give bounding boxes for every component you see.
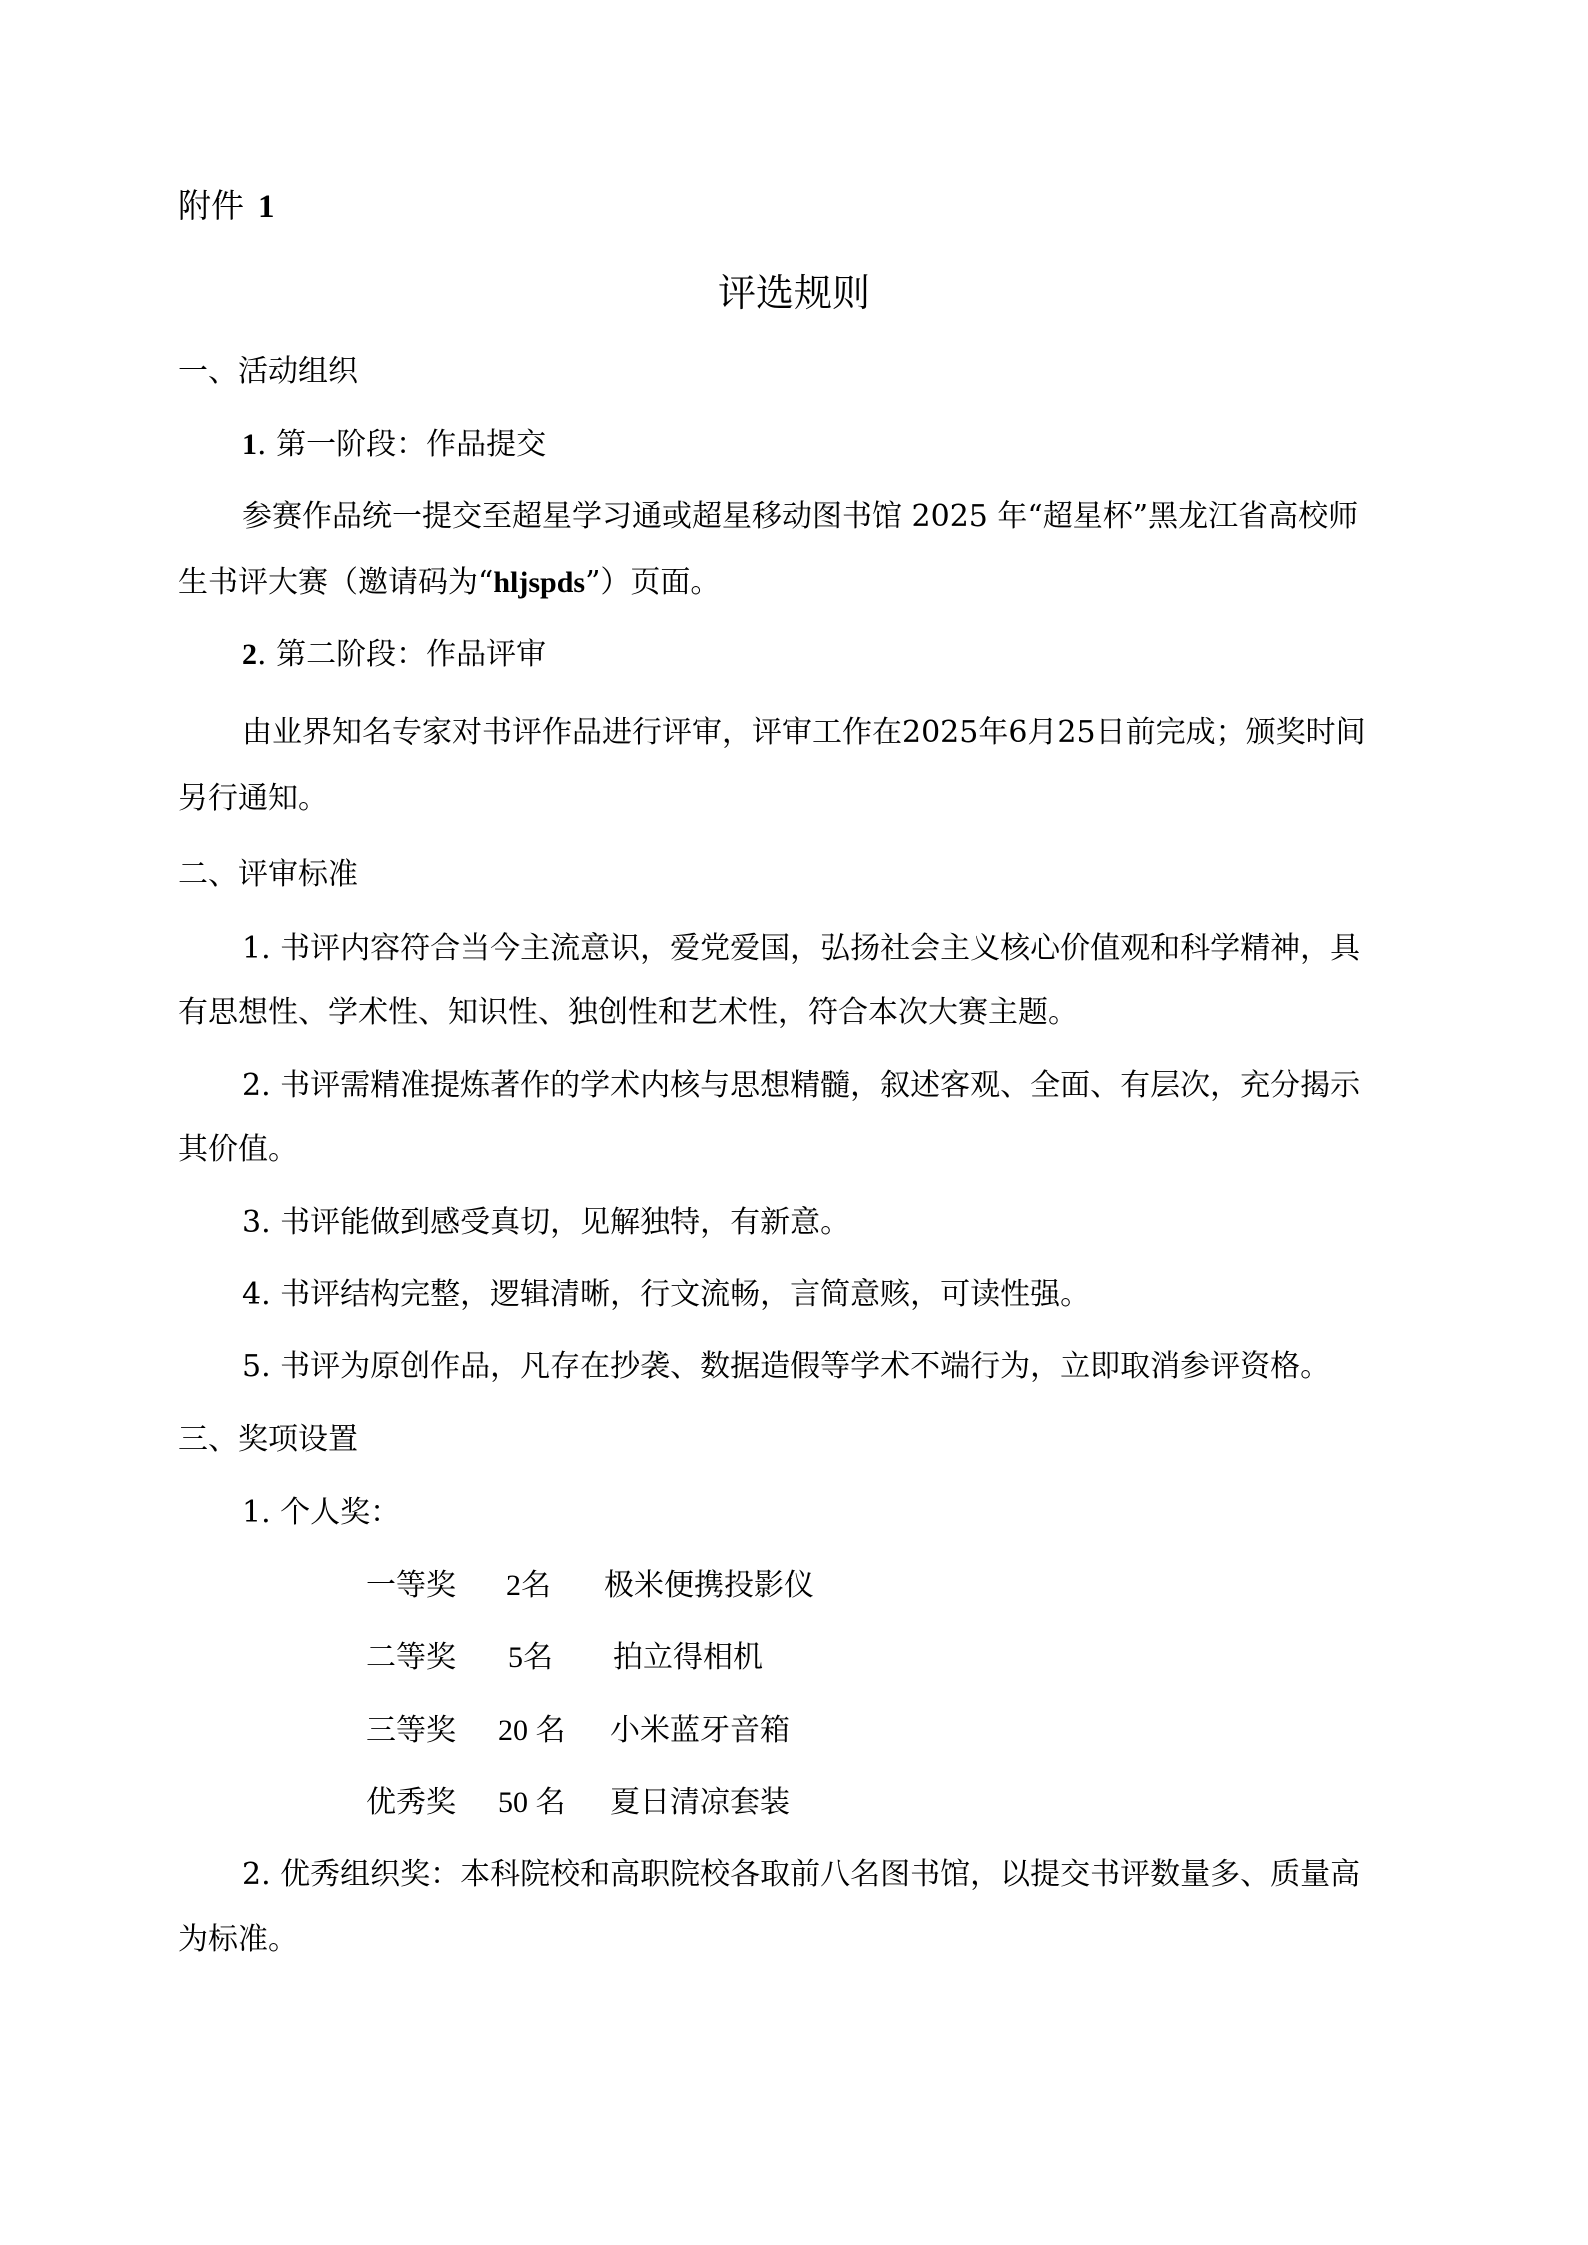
stage1-heading xyxy=(242,425,546,465)
attachment-label xyxy=(178,186,275,227)
section-heading-organization: 一、活动组织 xyxy=(178,354,358,389)
criteria-item1-line1: 1. 书评内容符合当今主流意识，爱党爱国，弘扬社会主义核心价值观和科学精神，具 xyxy=(242,931,1361,966)
org-award-line2: 为标准。 xyxy=(178,1922,298,1957)
stage1-text: . 第一阶段：作品提交 xyxy=(257,427,547,462)
attachment-number: 1 xyxy=(258,189,275,225)
stage1-body-line2-after: ”）页面。 xyxy=(585,565,721,600)
prize-item: 拍立得相机 xyxy=(613,1640,763,1675)
prize-item: 小米蓝牙音箱 xyxy=(610,1713,790,1748)
criteria-item4: 4. 书评结构完整，逻辑清晰，行文流畅，言简意赅，可读性强。 xyxy=(242,1277,1091,1312)
personal-award-heading: 1. 个人奖： xyxy=(242,1495,401,1530)
stage2-text: . 第二阶段：作品评审 xyxy=(257,637,547,672)
stage1-body-line2-before: 生书评大赛（邀请码为“ xyxy=(178,565,494,600)
invitation-code: hljspds xyxy=(493,566,586,599)
stage2-body-line2: 另行通知。 xyxy=(178,781,328,816)
prize-count: 50 名 xyxy=(498,1786,566,1819)
page-title: 评选规则 xyxy=(717,271,870,315)
prize-count: 2名 xyxy=(506,1569,551,1602)
attachment-label-text: 附件 xyxy=(178,186,244,225)
prize-count: 5名 xyxy=(508,1641,553,1674)
criteria-item2-line1: 2. 书评需精准提炼著作的学术内核与思想精髓，叙述客观、全面、有层次，充分揭示 xyxy=(242,1068,1361,1103)
stage2-heading xyxy=(242,635,546,675)
criteria-item1-line2: 有思想性、学术性、知识性、独创性和艺术性，符合本次大赛主题。 xyxy=(178,995,1078,1030)
stage2-number: 2 xyxy=(242,638,257,671)
criteria-item3: 3. 书评能做到感受真切，见解独特，有新意。 xyxy=(242,1205,851,1240)
org-award-line1: 2. 优秀组织奖：本科院校和高职院校各取前八名图书馆，以提交书评数量多、质量高 xyxy=(242,1857,1361,1892)
stage2-body-line1: 由业界知名专家对书评作品进行评审，评审工作在2025年6月25日前完成；颁奖时间 xyxy=(242,715,1366,750)
prize-level: 一等奖 xyxy=(366,1568,456,1603)
stage1-body-line1: 参赛作品统一提交至超星学习通或超星移动图书馆 2025 年“超星杯”黑龙江省高校师 xyxy=(242,499,1359,534)
stage1-number: 1 xyxy=(242,428,257,461)
section-heading-criteria: 二、评审标准 xyxy=(178,857,358,892)
prize-level: 优秀奖 xyxy=(366,1785,456,1820)
criteria-item2-line2: 其价值。 xyxy=(178,1132,298,1167)
prize-item: 夏日清凉套装 xyxy=(610,1785,790,1820)
prize-level: 二等奖 xyxy=(366,1640,456,1675)
prize-item: 极米便携投影仪 xyxy=(604,1568,814,1603)
prize-level: 三等奖 xyxy=(366,1713,456,1748)
prize-count: 20 名 xyxy=(498,1714,566,1747)
section-heading-awards: 三、奖项设置 xyxy=(178,1422,358,1457)
stage1-body-line2 xyxy=(178,563,720,603)
criteria-item5: 5. 书评为原创作品，凡存在抄袭、数据造假等学术不端行为，立即取消参评资格。 xyxy=(242,1349,1331,1384)
